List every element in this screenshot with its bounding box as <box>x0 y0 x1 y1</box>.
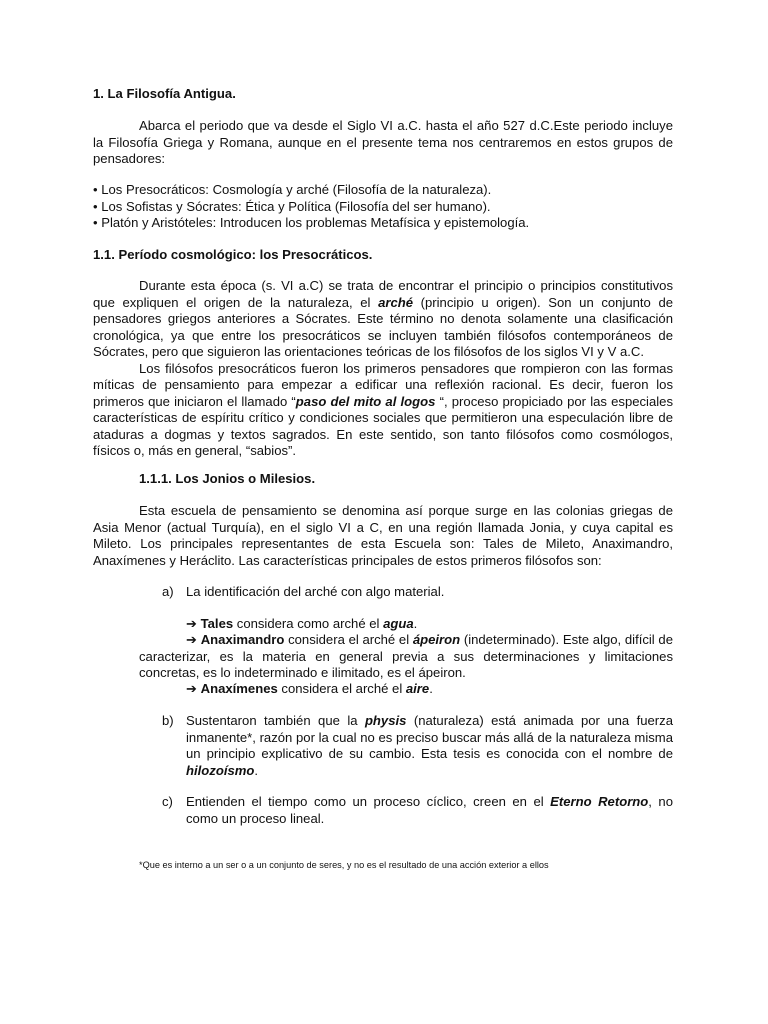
list-marker-c: c) <box>162 794 173 809</box>
list-item: • Platón y Aristóteles: Introducen los problemas Metafísica y epistemología. <box>93 215 530 230</box>
arrow-icon: ➔ <box>186 681 197 696</box>
bullet-list <box>93 182 673 232</box>
section-title-jonios: 1.1.1. Los Jonios o Milesios. <box>139 471 316 486</box>
list-marker-a: a) <box>162 584 174 599</box>
list-item: • Los Sofistas y Sócrates: Ética y Política (Filosofía del ser humano). <box>93 198 491 214</box>
list-item-a: La identificación del arché con algo material. <box>186 584 445 599</box>
tales-line: ➔ Tales considera como arché el agua. <box>186 616 418 631</box>
paragraph: Los filósofos presocráticos fueron los primeros pensadores que rompieron con las formas míticas de pensamiento para empezar a edificar una reflexión racional. Es decir, fueron los primeros que iniciaron el llamado “paso del mito al logos “, proceso propiciado por las especiales características de espíritu crítico y condiciones sociales que permitieron una especulación libre de ataduras a dogmas y textos sagrados. En este sentido, son tanto filósofos como cosmólogos, físicos o, más en general, “sabios”. <box>93 360 673 458</box>
jonios-paragraph: Esta escuela de pensamiento se denomina así porque surge en las colonias griegas de Asia Menor (actual Turquía), en el siglo VI a C, en una región llamada Jonia, y cuya capital es Mileto. Los principales representantes de esta Escuela son: Tales de Mileto, Anaximandro, Anaxímenes y Heráclito. Las características principales de estos primeros filósofos son: <box>93 503 673 568</box>
section-title-presocraticos: 1.1. Período cosmológico: los Presocráticos. <box>93 247 373 262</box>
intro-paragraph: Abarca el periodo que va desde el Siglo VI a.C. hasta el año 527 d.C.Este periodo incluye la Filosofía Griega y Romana, aunque en el presente tema nos centraremos en estos grupos de pensadores: <box>93 118 673 166</box>
anaximandro-paragraph: ➔ Anaximandro considera el arché el ápeiron (indeterminado). Este algo, difícil de caracterizar, es la materia en general previa a sus determinaciones y limitaciones concretas, es lo indeterminado e ilimitado, es el ápeiron. <box>139 632 673 680</box>
list-marker-b: b) <box>162 713 174 728</box>
arrow-icon: ➔ <box>186 616 197 631</box>
anaximenes-line: ➔ Anaxímenes considera el arché el aire. <box>186 681 433 696</box>
presocraticos-paragraphs <box>93 278 673 460</box>
arrow-icon: ➔ <box>186 632 197 647</box>
list-item: • Los Presocráticos: Cosmología y arché (Filosofía de la naturaleza). <box>93 182 492 197</box>
list-item-b: Sustentaron también que la physis (naturaleza) está animada por una fuerza inmanente*, razón por la cual no es preciso buscar más allá de la naturaleza misma un principio explicativo de su cambio. Esta tesis es conocida con el nombre de hilozoísmo. <box>186 713 673 778</box>
paragraph: Durante esta época (s. VI a.C) se trata de encontrar el principio o principios constitutivos que expliquen el origen de la naturaleza, el arché (principio u origen). Son un conjunto de pensadores griegos anteriores a Sócrates. Este término no denota solamente una clasificación cronológica, ya que entre los presocráticos se incluyen también filósofos contemporáneos de Sócrates, pero que siguieron las orientaciones teóricas de los filósofos de los siglos VI y V a.C. <box>93 278 674 359</box>
section-title-filosofia-antigua: 1. La Filosofía Antigua. <box>93 86 236 101</box>
list-item-c: Entienden el tiempo como un proceso cíclico, creen en el Eterno Retorno, no como un proceso lineal. <box>186 794 673 826</box>
footnote: *Que es interno a un ser o a un conjunto de seres, y no es el resultado de una acción exterior a ellos <box>139 860 549 870</box>
